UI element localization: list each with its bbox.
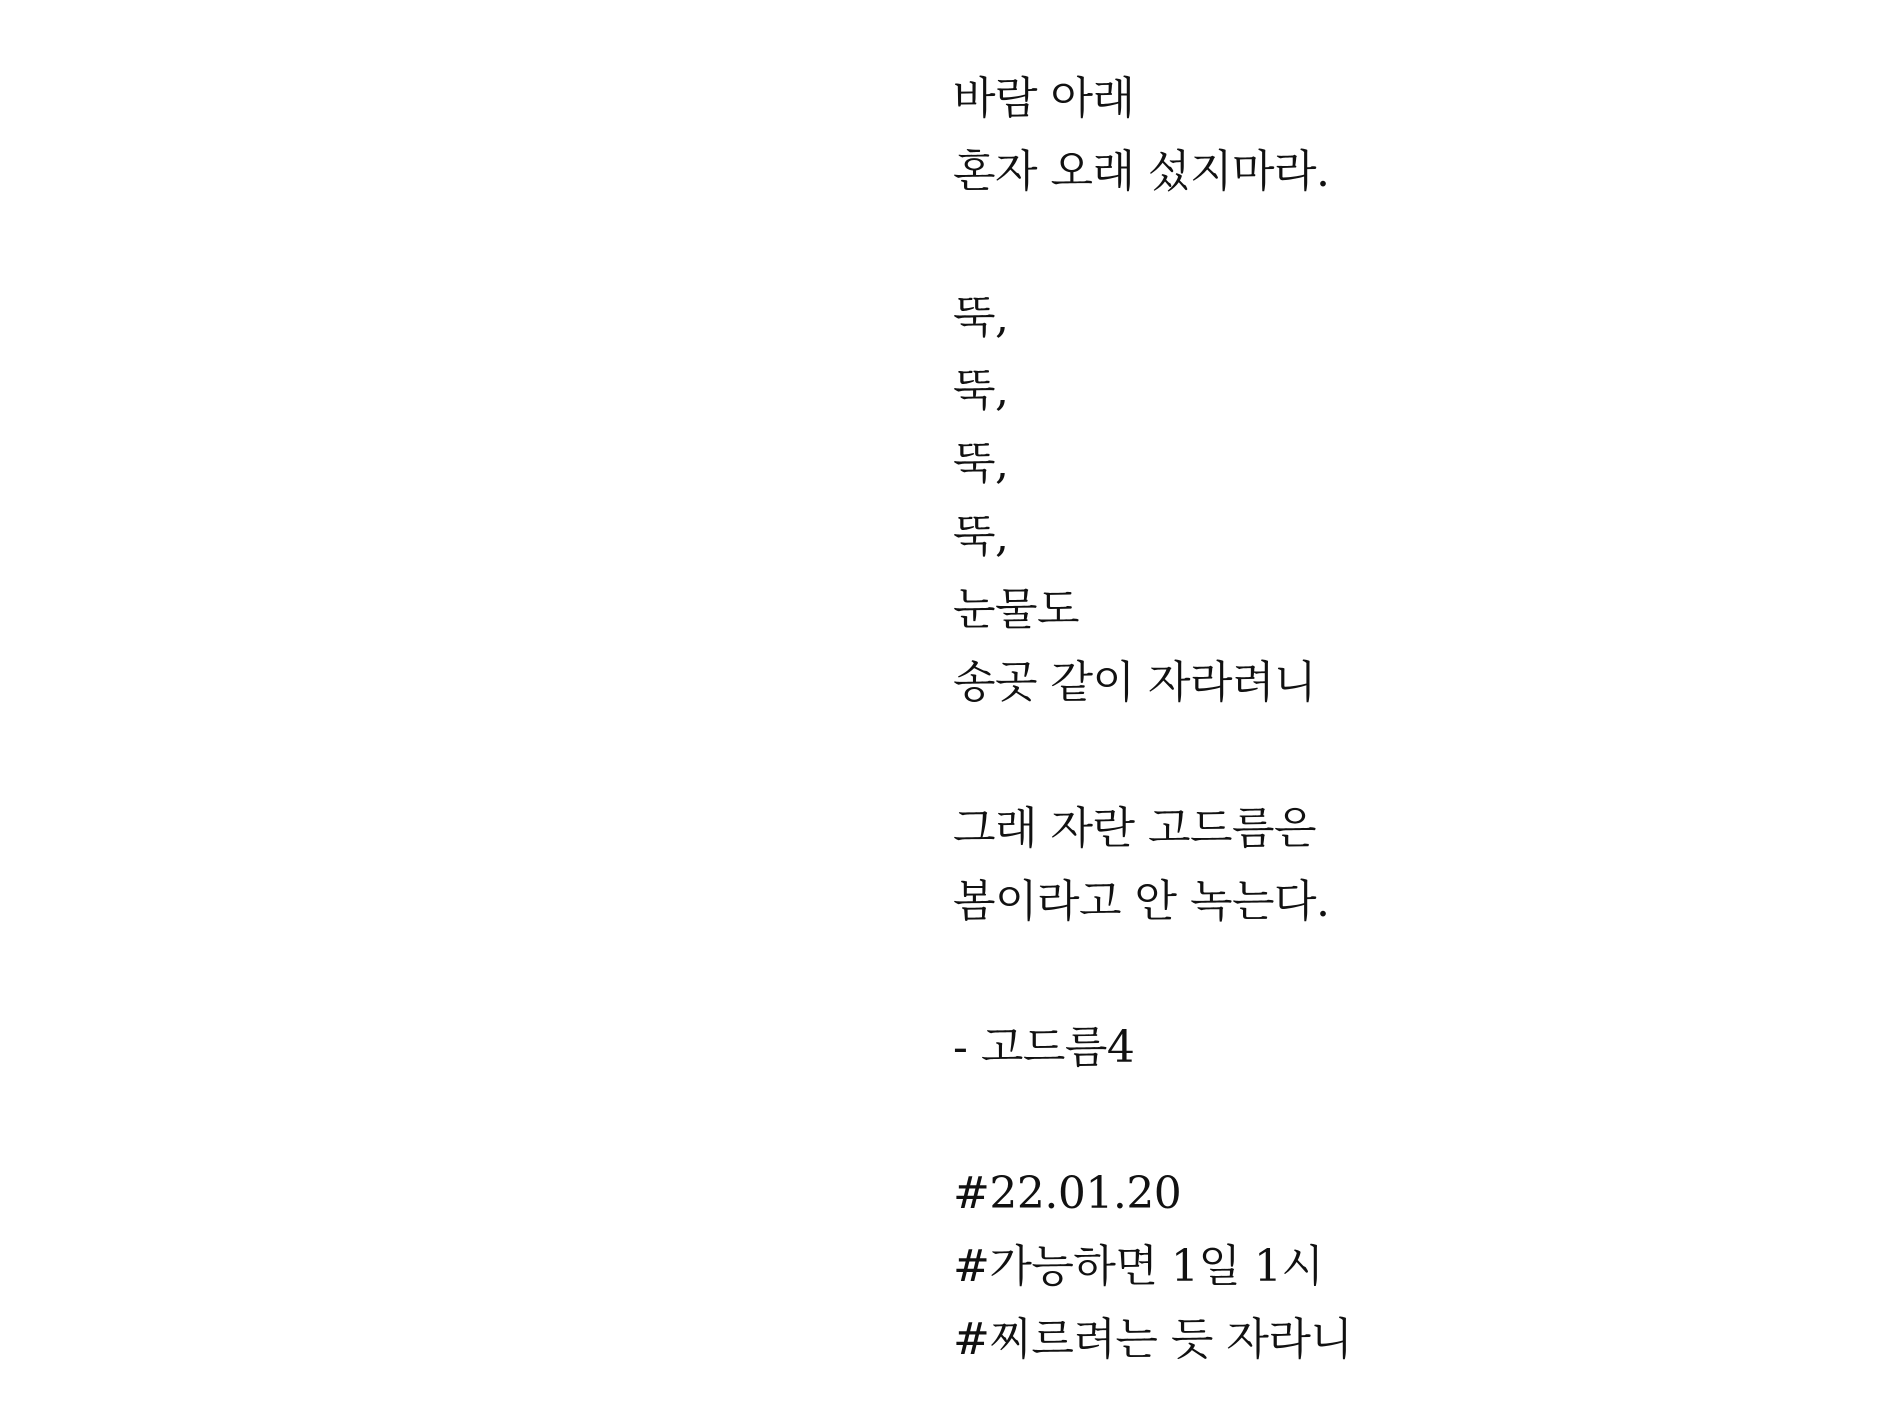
poem-line: 눈물도	[953, 584, 1080, 635]
poem-body	[953, 62, 1853, 1376]
signature-block	[953, 1011, 1853, 1084]
poem-line: 그래 자란 고드름은	[953, 803, 1317, 854]
poem-line: 바람 아래	[953, 73, 1135, 124]
poem-line: 뚝,	[953, 365, 1009, 416]
poem-line: 송곳 같이 자라려니	[953, 657, 1317, 708]
poem-signature: - 고드름4	[953, 1022, 1135, 1073]
poem-line: 봄이라고 안 녹는다.	[953, 876, 1330, 927]
stanza-1	[953, 62, 1853, 208]
hashtag: #22.01.20	[953, 1168, 1182, 1219]
stanza-2	[953, 281, 1853, 719]
hashtag-list	[953, 1157, 1853, 1376]
hashtag: #찌르려는 듯 자라니	[953, 1314, 1353, 1365]
hashtag: #가능하면 1일 1시	[953, 1241, 1324, 1292]
poem-line: 혼자 오래 섰지마라.	[953, 146, 1330, 197]
stanza-3	[953, 792, 1853, 938]
poem-line: 뚝,	[953, 438, 1009, 489]
poem-line: 뚝,	[953, 511, 1009, 562]
poem-line: 뚝,	[953, 292, 1009, 343]
